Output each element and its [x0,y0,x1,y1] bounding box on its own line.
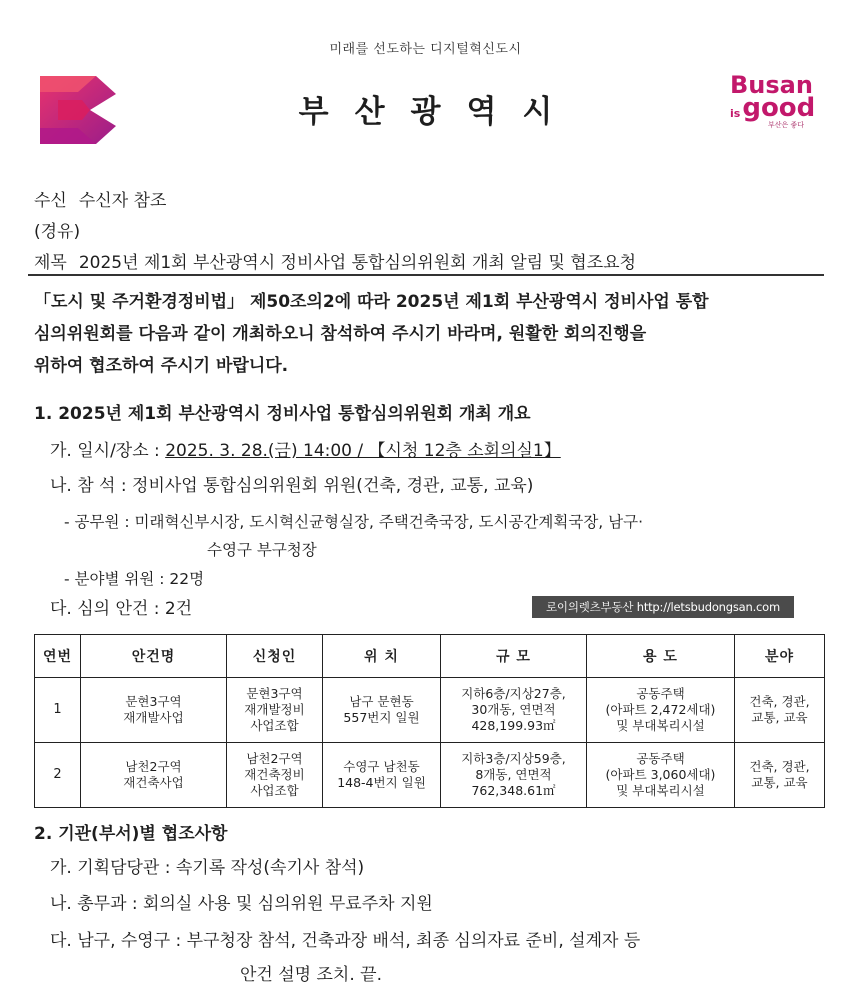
recipient-value: 수신자 참조 [78,191,167,211]
section1-na [50,475,533,497]
subject-value: 2025년 제1회 부산광역시 정비사업 통합심의위원회 개최 알림 및 협조요청 [78,253,636,273]
section1-title: 1. 2025년 제1회 부산광역시 정비사업 통합심의위원회 개최 개요 [34,404,531,424]
section2-da-line2: 안건 설명 조치. 끝. [240,965,382,985]
section1-members: - 분야별 위원 : 22명 [64,570,205,588]
recipient-label: 수신 [34,191,67,211]
col-header-use: 용 도 [587,635,735,678]
section1-na-value: 정비사업 통합심의위원회 위원(건축, 경관, 교통, 교육) [132,476,534,496]
recipient-line [34,190,166,212]
table-row [35,678,825,743]
section1-da: 다. 심의 안건 : 2건 [50,599,193,619]
cell-location: 수영구 남천동 148-4번지 일원 [323,743,441,808]
cell-field: 건축, 경관, 교통, 교육 [735,743,825,808]
subject-line [34,252,636,274]
cell-applicant: 남천2구역 재건축정비 사업조합 [227,743,323,808]
col-header-applicant: 신청인 [227,635,323,678]
intro-line-3: 위하여 협조하여 주시기 바랍니다. [34,356,289,376]
section1-officials-line1: - 공무원 : 미래혁신부시장, 도시혁신균형실장, 주택건축국장, 도시공간계획국장, 남구· [64,513,644,531]
section2-na: 나. 총무과 : 회의실 사용 및 심의위원 무료주차 지원 [50,894,433,914]
table-row [35,743,825,808]
logo-good-text: good [742,93,816,123]
logo-subtitle: 부산은 좋다 [768,121,805,129]
organization-name: 부산광역시 [298,94,579,130]
section1-ga-value: 2025. 3. 28.(금) 14:00 / 【시청 12층 소회의실1】 [165,441,561,461]
col-header-item: 안건명 [81,635,227,678]
section1-ga-label: 가. 일시/장소 : [50,441,166,461]
watermark-badge: 로이의렛츠부동산 http://letsbudongsan.com [532,596,794,618]
subject-label: 제목 [34,253,67,273]
cell-no: 2 [35,743,81,808]
section2-da-line1: 다. 남구, 수영구 : 부구청장 참석, 건축과장 배석, 최종 심의자료 준비, 설계자 등 [50,931,641,951]
cell-use: 공동주택 (아파트 3,060세대) 및 부대복리시설 [587,743,735,808]
cell-location: 남구 문현동 557번지 일원 [323,678,441,743]
intro-paragraph [34,286,824,382]
agenda-table [34,634,825,808]
cell-item: 문현3구역 재개발사업 [81,678,227,743]
cell-no: 1 [35,678,81,743]
intro-line-2: 심의위원회를 다음과 같이 개최하오니 참석하여 주시기 바라며, 원활한 회의진행을 [34,324,647,344]
intro-line-1: 「도시 및 주거환경정비법」 제50조의2에 따라 2025년 제1회 부산광역시 정비사업 통합 [34,292,709,312]
logo-busan-text: Busan [730,71,813,99]
section2-title: 2. 기관(부서)별 협조사항 [34,824,228,844]
section2-ga: 가. 기획담당관 : 속기록 작성(속기사 참석) [50,858,365,878]
busan-is-good-logo [730,71,820,140]
cell-use: 공동주택 (아파트 2,472세대) 및 부대복리시설 [587,678,735,743]
cell-item: 남천2구역 재건축사업 [81,743,227,808]
col-header-scale: 규 모 [441,635,587,678]
col-header-location: 위 치 [323,635,441,678]
cell-field: 건축, 경관, 교통, 교육 [735,678,825,743]
col-header-field: 분야 [735,635,825,678]
via-line: (경유) [34,222,81,242]
col-header-no: 연번 [35,635,81,678]
section1-officials-line2: 수영구 부구청장 [207,541,317,559]
cell-scale: 지하6층/지상27층, 30개동, 연면적 428,199.93㎡ [441,678,587,743]
section1-na-label: 나. 참 석 : [50,476,133,496]
table-header-row [35,635,825,678]
cell-applicant: 문현3구역 재개발정비 사업조합 [227,678,323,743]
subject-divider [28,274,824,276]
cell-scale: 지하3층/지상59층, 8개동, 연면적 762,348.61㎡ [441,743,587,808]
slogan: 미래를 선도하는 디지털혁신도시 [329,42,522,57]
logo-is-text: is [730,107,741,120]
section1-ga [50,440,561,462]
